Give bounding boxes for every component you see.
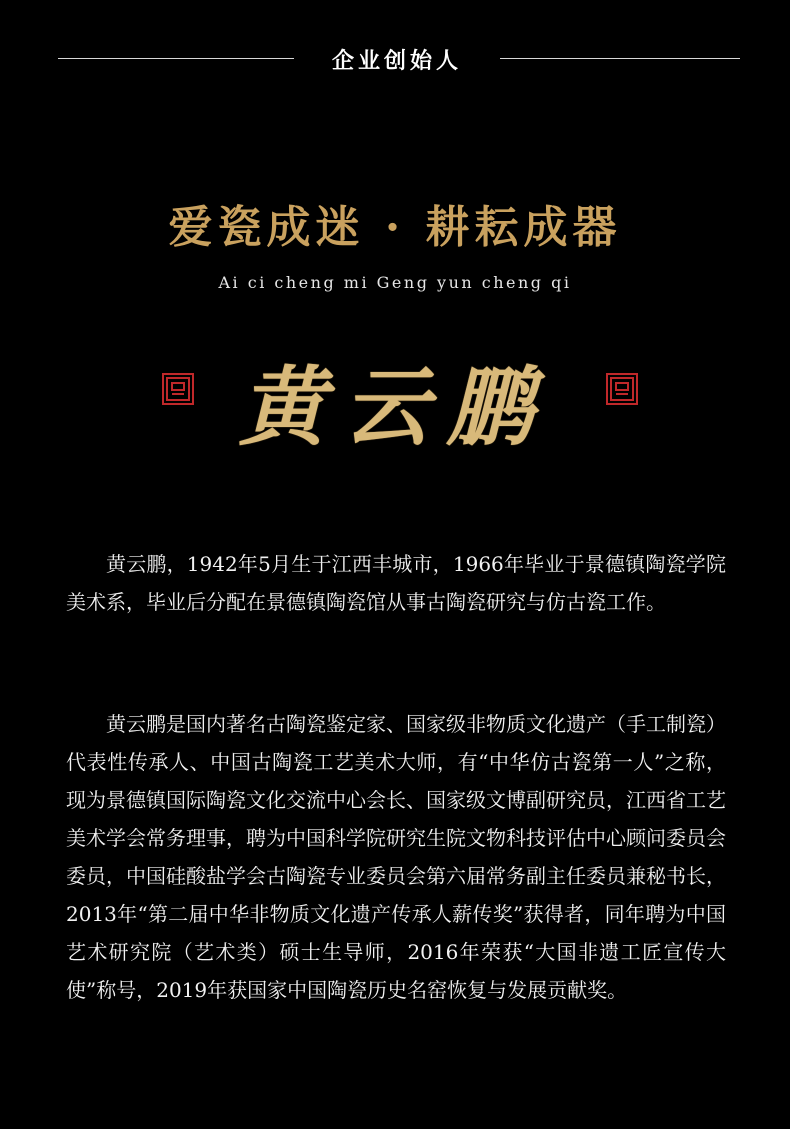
founder-name: 黄云鹏 bbox=[239, 357, 551, 458]
header-divider-right bbox=[500, 58, 740, 59]
bio-paragraph-1: 黄云鹏，1942年5月生于江西丰城市，1966年毕业于景德镇陶瓷学院美术系，毕业后分配在景德镇陶瓷馆从事古陶瓷研究与仿古瓷工作。 bbox=[66, 552, 726, 614]
slogan: 爱瓷成迷 · 耕耘成器 bbox=[168, 202, 622, 253]
slogan-pinyin: Ai ci cheng mi Geng yun cheng qi bbox=[218, 273, 572, 292]
bio-paragraph-2: 黄云鹏是国内著名古陶瓷鉴定家、国家级非物质文化遗产（手工制瓷）代表性传承人、中国古陶瓷工艺美术大师，有“中华仿古瓷第一人”之称，现为景德镇国际陶瓷文化交流中心会长、国家级文博副研究员，江西省工艺美术学会常务理事，聘为中国科学院研究生院文物科技评估中心顾问委员会委员，中国硅酸盐学会古陶瓷专业委员会第六届常务副主任委员兼秘书长，2013年“第二届中华非物质文化遗产传承人薪传奖”获得者，同年聘为中国艺术研究院（艺术类）硕士生导师，2016年荣获“大国非遗工匠宣传大使”称号，2019年获国家中国陶瓷历史名窑恢复与发展贡献奖。 bbox=[66, 712, 726, 1002]
seal-icon bbox=[606, 373, 638, 405]
header-divider-left bbox=[58, 58, 294, 59]
section-title: 企业创始人 bbox=[331, 48, 462, 74]
